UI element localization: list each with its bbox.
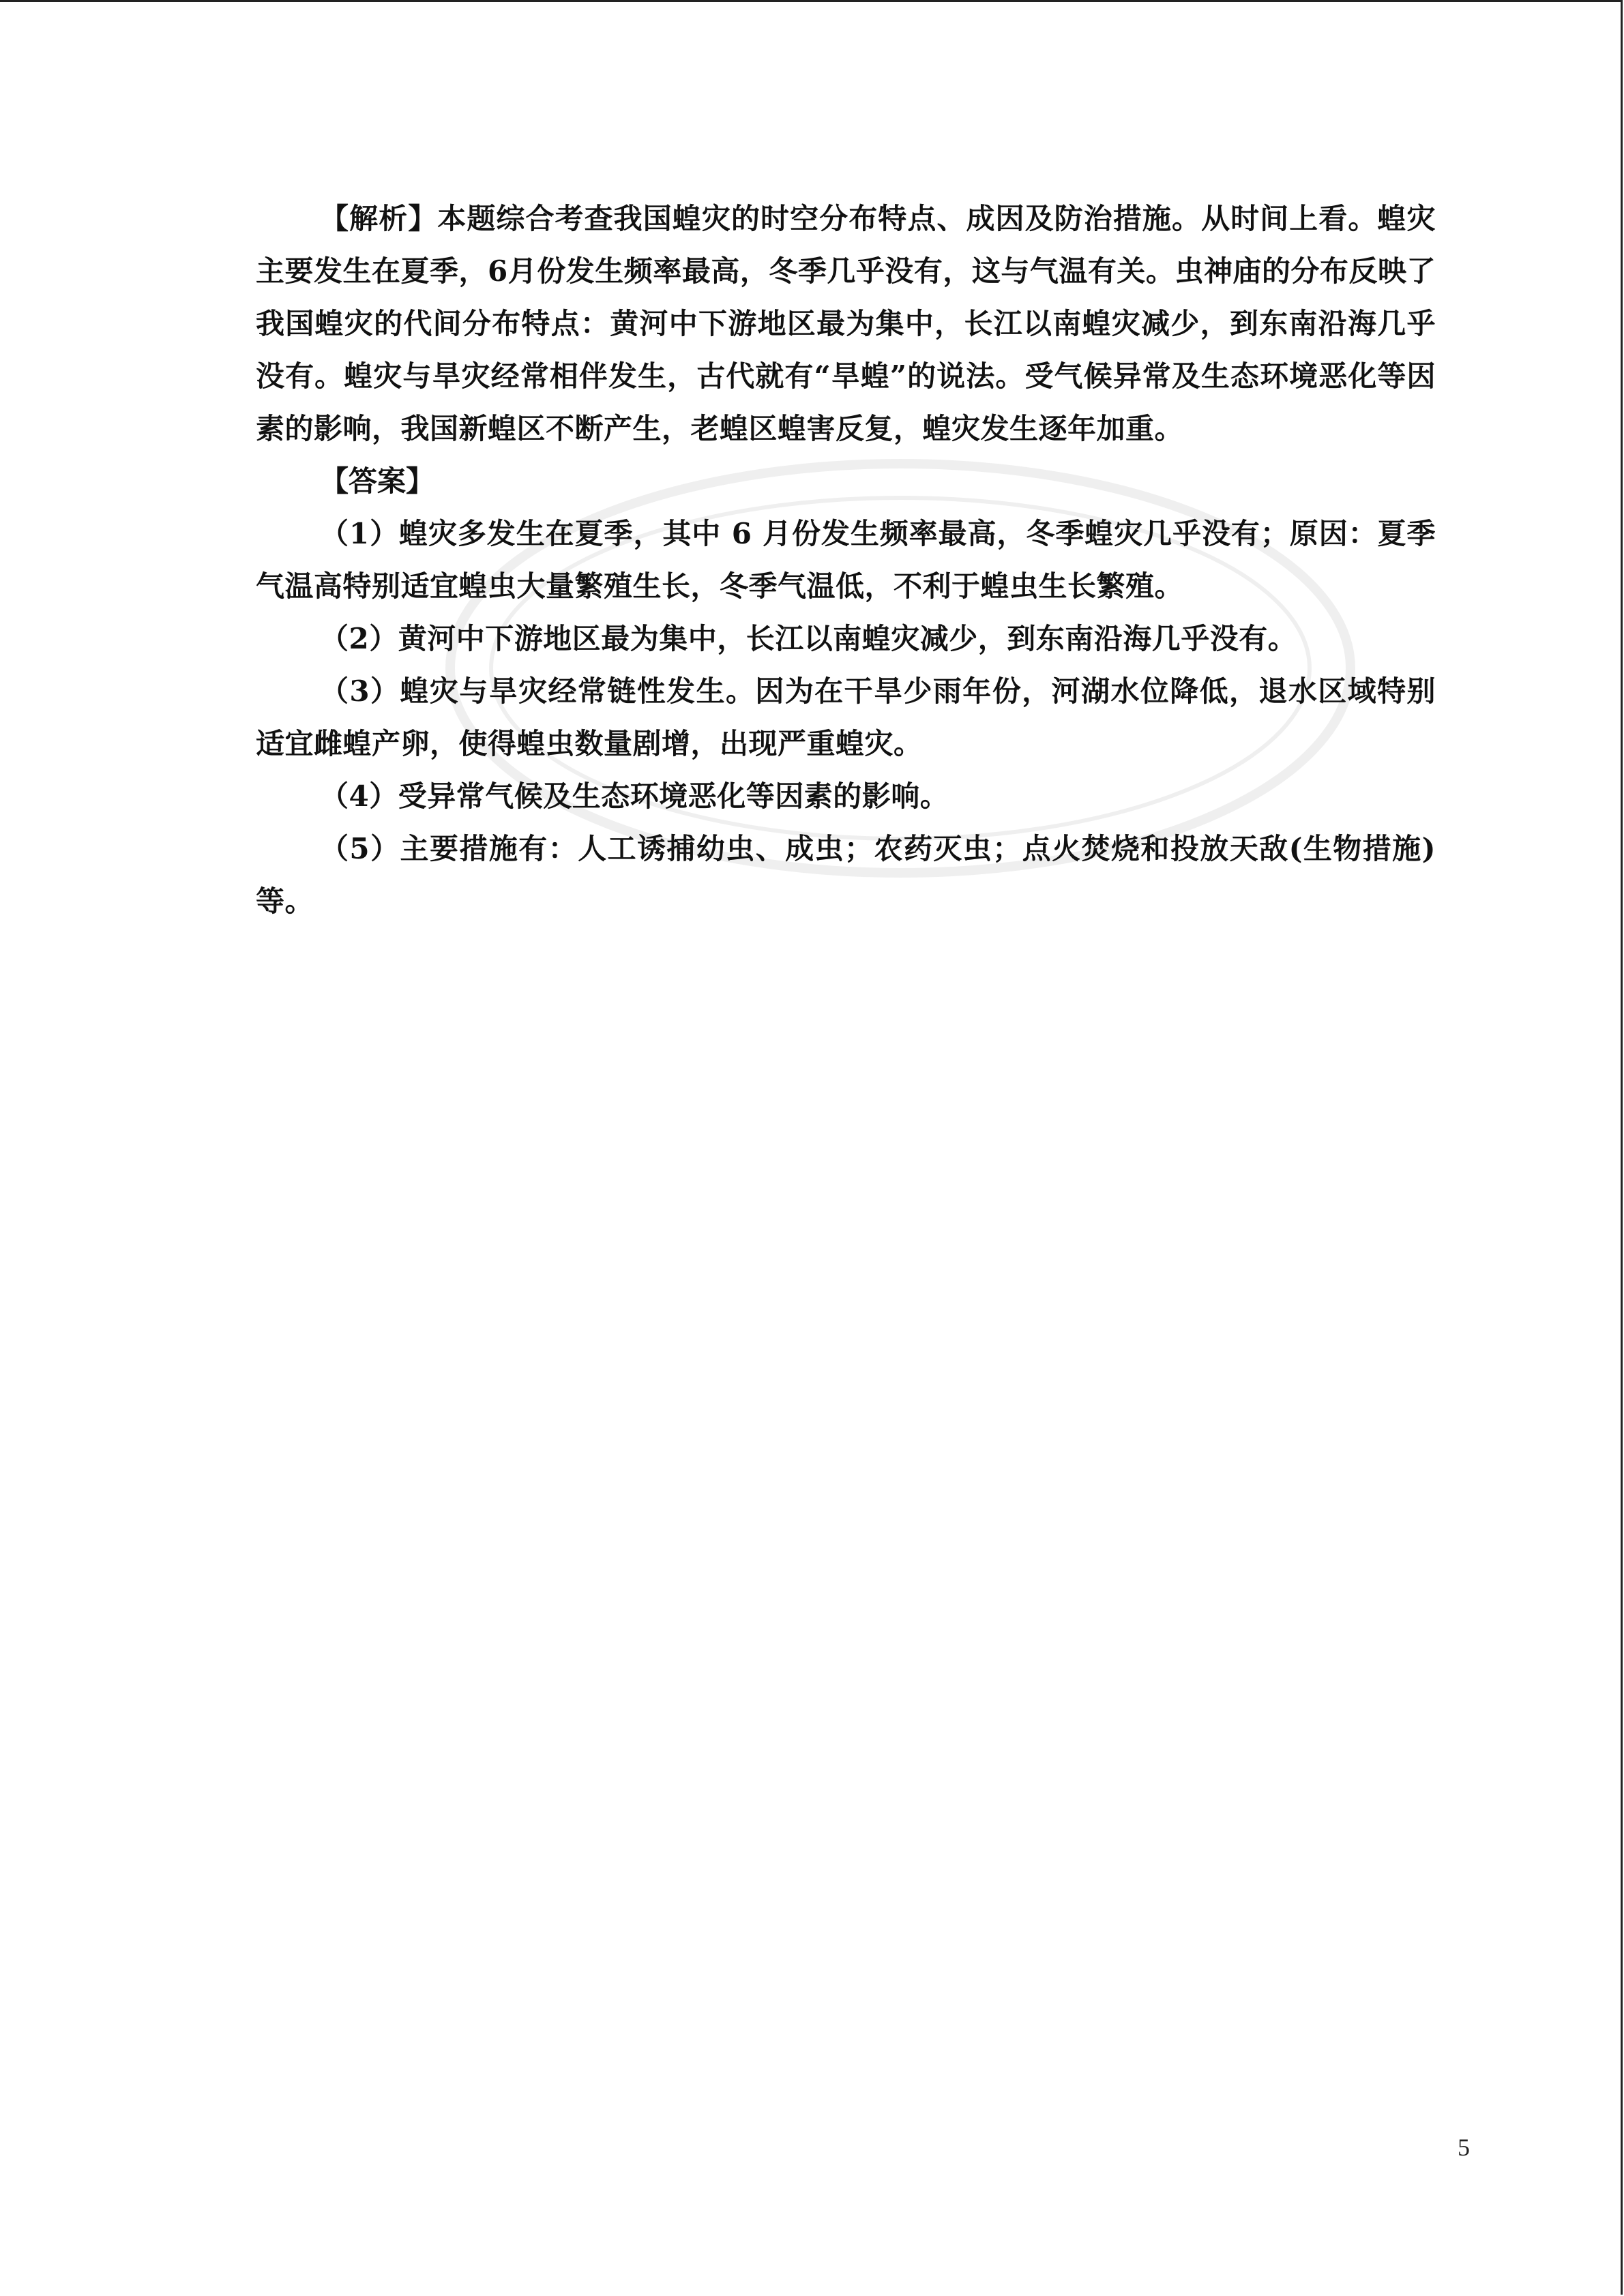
analysis-paragraph: 【解析】本题综合考查我国蝗灾的时空分布特点、成因及防治措施。从时间上看。蝗灾主要发生在夏季，6月份发生频率最高，冬季几乎没有，这与气温有关。虫神庙的分布反映了我国蝗灾的代间分布特点：黄河中下游地区最为集中，长江以南蝗灾减少，到东南沿海几乎没有。蝗灾与旱灾经常相伴发生，古代就有“旱蝗”的说法。受气候异常及生态环境恶化等因素的影响，我国新蝗区不断产生，老蝗区蝗害反复，蝗灾发生逐年加重。 [256, 202, 1436, 445]
page-number: 5 [1458, 2134, 1470, 2161]
document-body [256, 192, 1436, 927]
answer-item-5: （5）主要措施有：人工诱捕幼虫、成虫；农药灭虫；点火焚烧和投放天敌(生物措施)等。 [256, 832, 1436, 918]
answer-heading: 【答案】 [320, 464, 435, 498]
answer-item-4: （4）受异常气候及生态环境恶化等因素的影响。 [320, 779, 949, 813]
answer-item-3: （3）蝗灾与旱灾经常链性发生。因为在干旱少雨年份，河湖水位降低，退水区域特别适宜雌蝗产卵，使得蝗虫数量剧增，出现严重蝗灾。 [256, 674, 1436, 760]
answer-item-1: （1）蝗灾多发生在夏季，其中 6 月份发生频率最高，冬季蝗灾几乎没有；原因：夏季气温高特别适宜蝗虫大量繁殖生长，冬季气温低，不利于蝗虫生长繁殖。 [256, 517, 1436, 603]
answer-item-2: （2）黄河中下游地区最为集中，长江以南蝗灾减少，到东南沿海几乎没有。 [320, 622, 1297, 655]
